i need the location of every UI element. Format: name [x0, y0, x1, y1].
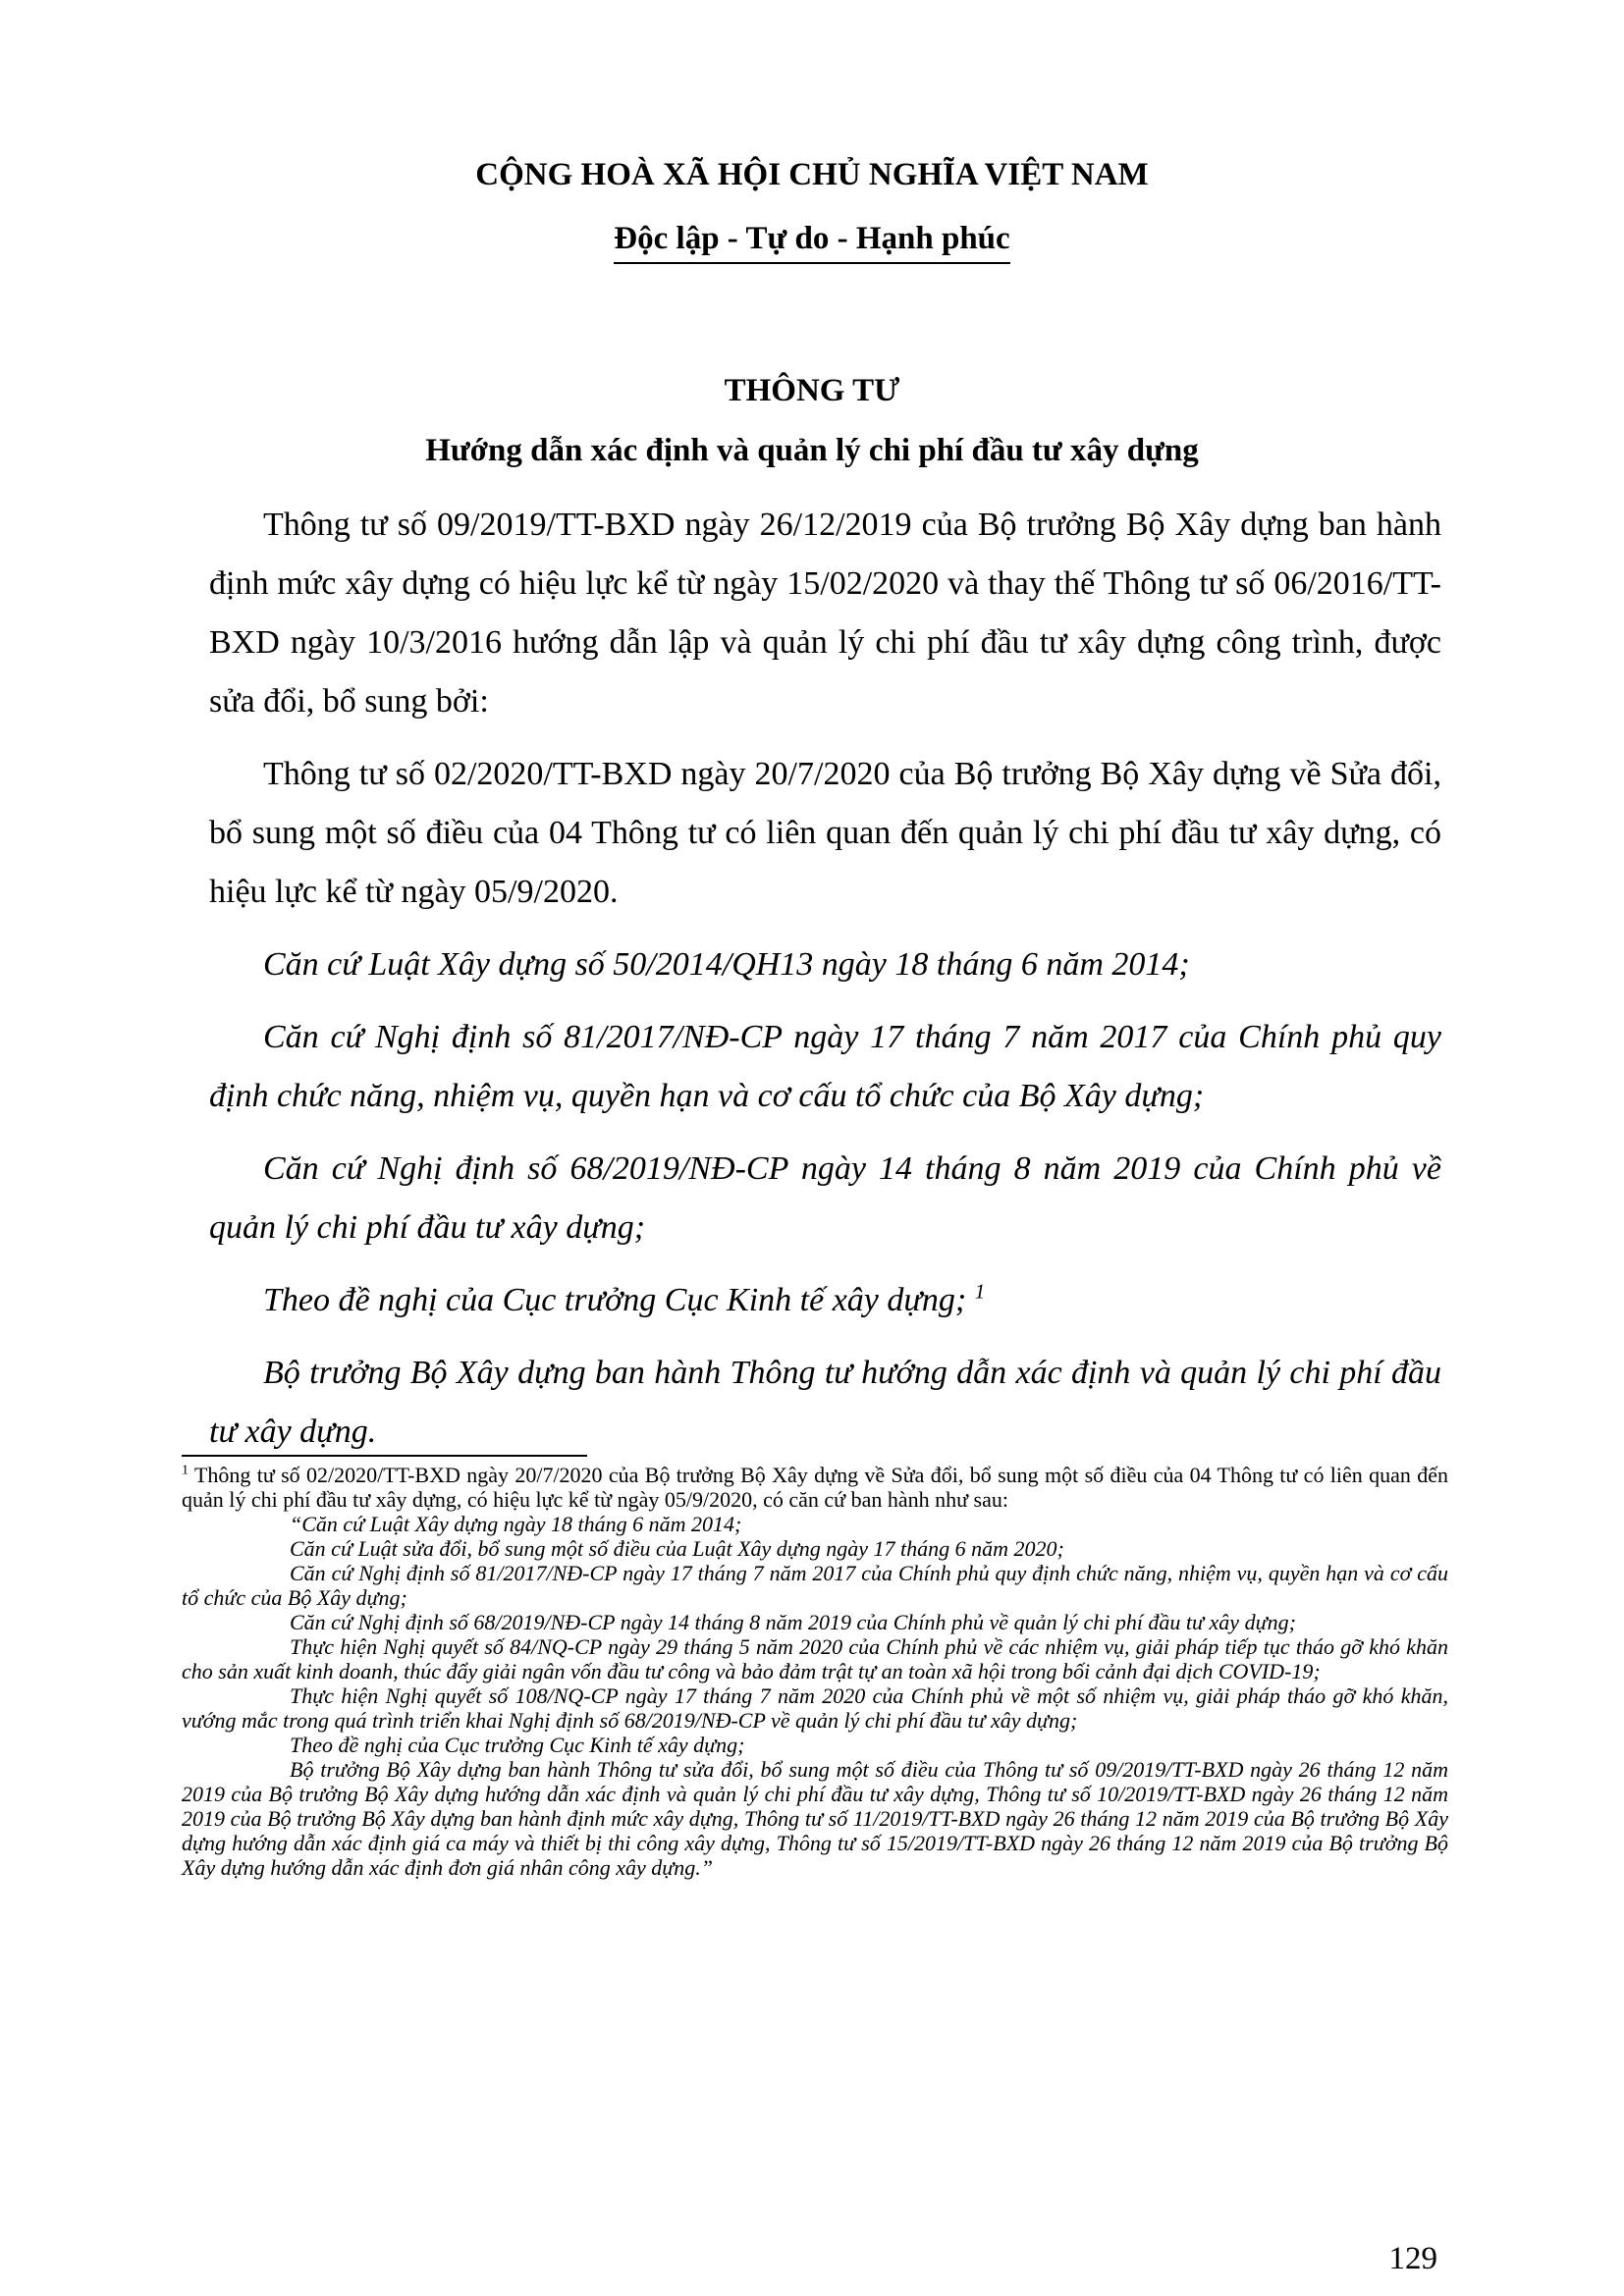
legal-basis-2: Căn cứ Nghị định số 81/2017/NĐ-CP ngày 17 tháng 7 năm 2017 của Chính phủ quy định chức năng, nhiệm vụ, quyền hạn và cơ cấu tổ chức của Bộ Xây dựng;	[209, 1019, 1441, 1114]
legal-basis-4	[209, 1271, 1441, 1330]
footnote-separator	[182, 1455, 587, 1457]
legal-basis-1: Căn cứ Luật Xây dựng số 50/2014/QH13 ngày 18 tháng 6 năm 2014;	[263, 946, 1190, 983]
footnote-marker: 1	[182, 1463, 189, 1478]
national-motto: Độc lập - Tự do - Hạnh phúc	[614, 221, 1009, 264]
national-title: CỘNG HOÀ XÃ HỘI CHỦ NGHĨA VIỆT NAM	[475, 157, 1149, 192]
footnote-intro-text: Thông tư số 02/2020/TT-BXD ngày 20/7/2020 của Bộ trưởng Bộ Xây dựng về Sửa đổi, bổ sung một số điều của 04 Thông tư có liên quan đến quản lý chi phí đầu tư xây dựng, có hiệu lực kể từ ngày 05/9/2020, có căn cứ ban hành như sau:	[182, 1463, 1448, 1512]
document-type: THÔNG TƯ	[724, 373, 900, 408]
footnote-item: Căn cứ Nghị định số 68/2019/NĐ-CP ngày 14 tháng 8 năm 2019 của Chính phủ về quản lý chi phí đầu tư xây dựng;	[290, 1610, 1296, 1634]
decision-paragraph: Bộ trưởng Bộ Xây dựng ban hành Thông tư hướng dẫn xác định và quản lý chi phí đầu tư xây dựng.	[209, 1355, 1441, 1450]
footnote-reference[interactable]: 1	[974, 1279, 986, 1304]
document-title: Hướng dẫn xác định và quản lý chi phí đầu tư xây dựng	[425, 433, 1199, 468]
document-body	[209, 496, 1441, 1462]
page-number: 129	[1388, 2241, 1437, 2276]
national-motto-wrapper	[0, 221, 1624, 264]
footnote-item: Theo đề nghị của Cục trưởng Cục Kinh tế xây dựng;	[290, 1733, 745, 1757]
intro-paragraph-1: Thông tư số 09/2019/TT-BXD ngày 26/12/2019 của Bộ trưởng Bộ Xây dựng ban hành định mức xây dựng có hiệu lực kể từ ngày 15/02/2020 và thay thế Thông tư số 06/2016/TT-BXD ngày 10/3/2016 hướng dẫn lập và quản lý chi phí đầu tư xây dựng công trình, được sửa đổi, bổ sung bởi:	[209, 507, 1441, 720]
footnote-item: Thực hiện Nghị quyết số 108/NQ-CP ngày 17 tháng 7 năm 2020 của Chính phủ về một số nhiệm vụ, giải pháp tháo gỡ khó khăn, vướng mắc trong quá trình triển khai Nghị định số 68/2019/NĐ-CP về quản lý chi phí đầu tư xây dựng;	[182, 1683, 1448, 1733]
legal-basis-4-text: Theo đề nghị của Cục trưởng Cục Kinh tế xây dựng;	[263, 1282, 967, 1318]
footnote-intro	[182, 1463, 1448, 1512]
footnote	[182, 1463, 1448, 1880]
footnote-item: Bộ trưởng Bộ Xây dựng ban hành Thông tư sửa đổi, bổ sung một số điều của Thông tư số 09/2019/TT-BXD ngày 26 tháng 12 năm 2019 của Bộ trưởng Bộ Xây dựng hướng dẫn xác định và quản lý chi phí đầu tư xây dựng, Thông tư số 10/2019/TT-BXD ngày 26 tháng 12 năm 2019 của Bộ trưởng Bộ Xây dựng ban hành định mức xây dựng, Thông tư số 11/2019/TT-BXD ngày 26 tháng 12 năm 2019 của Bộ trưởng Bộ Xây dựng hướng dẫn xác định giá ca máy và thiết bị thi công xây dựng, Thông tư số 15/2019/TT-BXD ngày 26 tháng 12 năm 2019 của Bộ trưởng Bộ Xây dựng hướng dẫn xác định đơn giá nhân công xây dựng.”	[182, 1757, 1448, 1880]
intro-paragraph-2: Thông tư số 02/2020/TT-BXD ngày 20/7/2020 của Bộ trưởng Bộ Xây dựng về Sửa đổi, bổ sung một số điều của 04 Thông tư có liên quan đến quản lý chi phí đầu tư xây dựng, có hiệu lực kể từ ngày 05/9/2020.	[209, 756, 1441, 910]
footnote-item: Căn cứ Nghị định số 81/2017/NĐ-CP ngày 17 tháng 7 năm 2017 của Chính phủ quy định chức năng, nhiệm vụ, quyền hạn và cơ cấu tổ chức của Bộ Xây dựng;	[182, 1561, 1448, 1610]
legal-basis-3: Căn cứ Nghị định số 68/2019/NĐ-CP ngày 14 tháng 8 năm 2019 của Chính phủ về quản lý chi phí đầu tư xây dựng;	[209, 1150, 1441, 1246]
footnote-item: “Căn cứ Luật Xây dựng ngày 18 tháng 6 năm 2014;	[290, 1512, 742, 1536]
footnote-item: Căn cứ Luật sửa đổi, bổ sung một số điều của Luật Xây dựng ngày 17 tháng 6 năm 2020;	[290, 1536, 1064, 1561]
footnote-item: Thực hiện Nghị quyết số 84/NQ-CP ngày 29 tháng 5 năm 2020 của Chính phủ về các nhiệm vụ, giải pháp tiếp tục tháo gỡ khó khăn cho sản xuất kinh doanh, thúc đẩy giải ngân vốn đầu tư công và bảo đảm trật tự an toàn xã hội trong bối cảnh đại dịch COVID-19;	[182, 1634, 1448, 1683]
